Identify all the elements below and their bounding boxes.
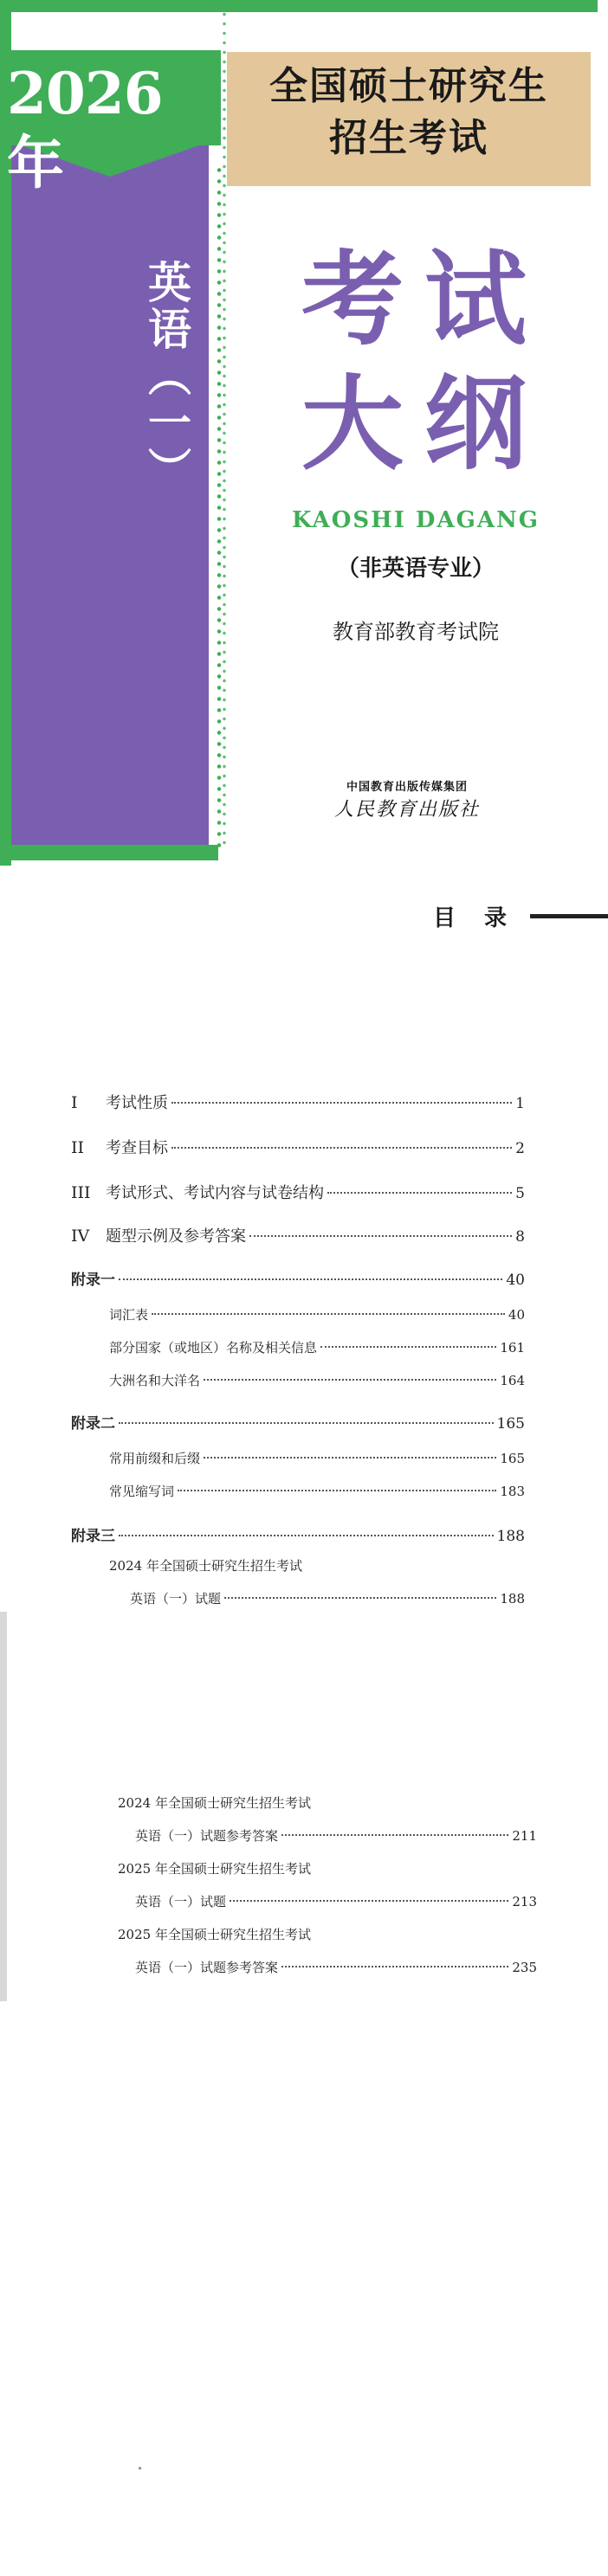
item-title: 英语（一）试题参考答案	[135, 1828, 279, 1844]
page-number: 2	[515, 1140, 525, 1157]
chapter-number: I	[71, 1093, 78, 1112]
item-title: 部分国家（或地区）名称及相关信息	[109, 1340, 318, 1356]
leader-dots	[320, 1346, 496, 1348]
toc-cont-item-1[interactable]	[135, 1826, 537, 1845]
item-title: 常见缩写词	[109, 1484, 175, 1499]
chapter-title: 考试形式、考试内容与试卷结构	[106, 1184, 324, 1202]
page-edge-shadow	[0, 1612, 7, 2001]
toc-heading: 目 录	[433, 905, 518, 931]
cover-publisher-logo: 人民教育出版社	[333, 799, 480, 821]
toc-cont-item-2[interactable]	[135, 1892, 537, 1910]
leader-dots	[281, 1966, 508, 1967]
cover-green-top-band	[0, 0, 598, 12]
toc-chapter-1[interactable]	[71, 1091, 525, 1113]
page-number: 40	[508, 1307, 525, 1323]
leader-dots	[178, 1490, 496, 1491]
toc-cont-item-3[interactable]	[135, 1958, 537, 1976]
cover-exam-title-line1: 全国硕士研究生	[269, 64, 548, 108]
item-title: 英语（一）试题	[130, 1591, 222, 1607]
cover-exam-title-line2: 招生考试	[329, 116, 488, 160]
cover-green-bottom-band	[0, 845, 218, 860]
chapter-title: 考查目标	[106, 1139, 168, 1157]
leader-dots	[230, 1900, 508, 1902]
page-number: 40	[506, 1272, 525, 1289]
page-number: 8	[515, 1228, 525, 1246]
leader-dots	[281, 1834, 508, 1836]
item-title: 英语（一）试题	[135, 1894, 227, 1909]
item-title: 大洲名和大洋名	[109, 1373, 201, 1388]
item-title: 常用前缀和后缀	[109, 1451, 201, 1466]
cover-subject: 英语（一）	[141, 260, 192, 493]
leader-dots	[152, 1313, 505, 1315]
toc-appendix-2[interactable]	[71, 1411, 525, 1433]
cover-publisher-group: 中国教育出版传媒集团	[346, 781, 468, 794]
leader-dots	[171, 1147, 512, 1149]
toc-appendix-2-item-1[interactable]	[109, 1449, 525, 1467]
leader-dots	[204, 1457, 496, 1459]
page-number: 183	[500, 1484, 525, 1499]
leader-dots	[171, 1102, 512, 1104]
chapter-number: IV	[71, 1227, 90, 1246]
toc-chapter-2[interactable]	[71, 1136, 525, 1158]
cover-exam-title	[227, 61, 591, 164]
toc-chapter-4[interactable]	[71, 1224, 525, 1246]
cover-title-line1: 考试	[301, 239, 547, 359]
page-number: 165	[496, 1415, 525, 1433]
page-number: 213	[512, 1894, 537, 1909]
leader-dots	[327, 1192, 512, 1194]
cover-purple-panel	[11, 145, 209, 845]
page-number: 165	[500, 1451, 525, 1466]
toc-heading-rule	[530, 914, 608, 918]
toc-appendix-2-item-2[interactable]	[109, 1482, 525, 1500]
leader-dots	[204, 1379, 496, 1381]
toc-cont-title-3: 2025 年全国硕士研究生招生考试	[118, 1927, 311, 1942]
toc-appendix-3[interactable]	[71, 1523, 525, 1545]
leader-dots	[119, 1278, 502, 1280]
cover-pinyin: KAOSHI DAGANG	[292, 507, 540, 533]
item-title: 英语（一）试题参考答案	[135, 1960, 279, 1975]
page-number: 5	[515, 1185, 525, 1202]
toc-appendix-1-item-3[interactable]	[109, 1371, 525, 1389]
leader-dots	[224, 1597, 496, 1599]
toc-appendix-3-item-1[interactable]	[130, 1589, 525, 1607]
chapter-number: II	[71, 1138, 85, 1157]
page-number: 1	[515, 1095, 525, 1112]
cover-note: （非英语专业）	[336, 556, 495, 582]
toc-cont-title-2: 2025 年全国硕士研究生招生考试	[118, 1861, 311, 1877]
chapter-title: 考试性质	[106, 1094, 168, 1112]
page-number: 211	[512, 1828, 537, 1844]
toc-cont-title-1: 2024 年全国硕士研究生招生考试	[118, 1795, 311, 1811]
cover-title-line2: 大纲	[301, 364, 547, 484]
appendix-title: 附录三	[71, 1528, 115, 1545]
toc-chapter-3[interactable]	[71, 1181, 525, 1203]
page-number: 188	[500, 1591, 525, 1607]
toc-appendix-1-item-1[interactable]	[109, 1305, 525, 1323]
page-number: 235	[512, 1960, 537, 1975]
page-number: 164	[500, 1373, 525, 1388]
toc-appendix-3-title-1: 2024 年全国硕士研究生招生考试	[109, 1558, 302, 1574]
leader-dots	[119, 1422, 494, 1424]
book-cover	[0, 0, 608, 874]
chapter-number: III	[71, 1183, 91, 1202]
toc-appendix-1-item-2[interactable]	[109, 1338, 525, 1356]
cover-year: 2026年	[7, 60, 163, 196]
item-title: 词汇表	[109, 1307, 149, 1323]
appendix-title: 附录二	[71, 1415, 115, 1433]
appendix-title: 附录一	[71, 1272, 115, 1289]
page-speck	[139, 2467, 141, 2470]
page-number: 188	[496, 1528, 525, 1545]
leader-dots	[119, 1535, 494, 1536]
leader-dots	[249, 1235, 512, 1237]
cover-author: 教育部教育考试院	[333, 620, 499, 644]
page-number: 161	[500, 1340, 525, 1356]
chapter-title: 题型示例及参考答案	[106, 1227, 246, 1246]
toc-appendix-1[interactable]	[71, 1267, 525, 1289]
